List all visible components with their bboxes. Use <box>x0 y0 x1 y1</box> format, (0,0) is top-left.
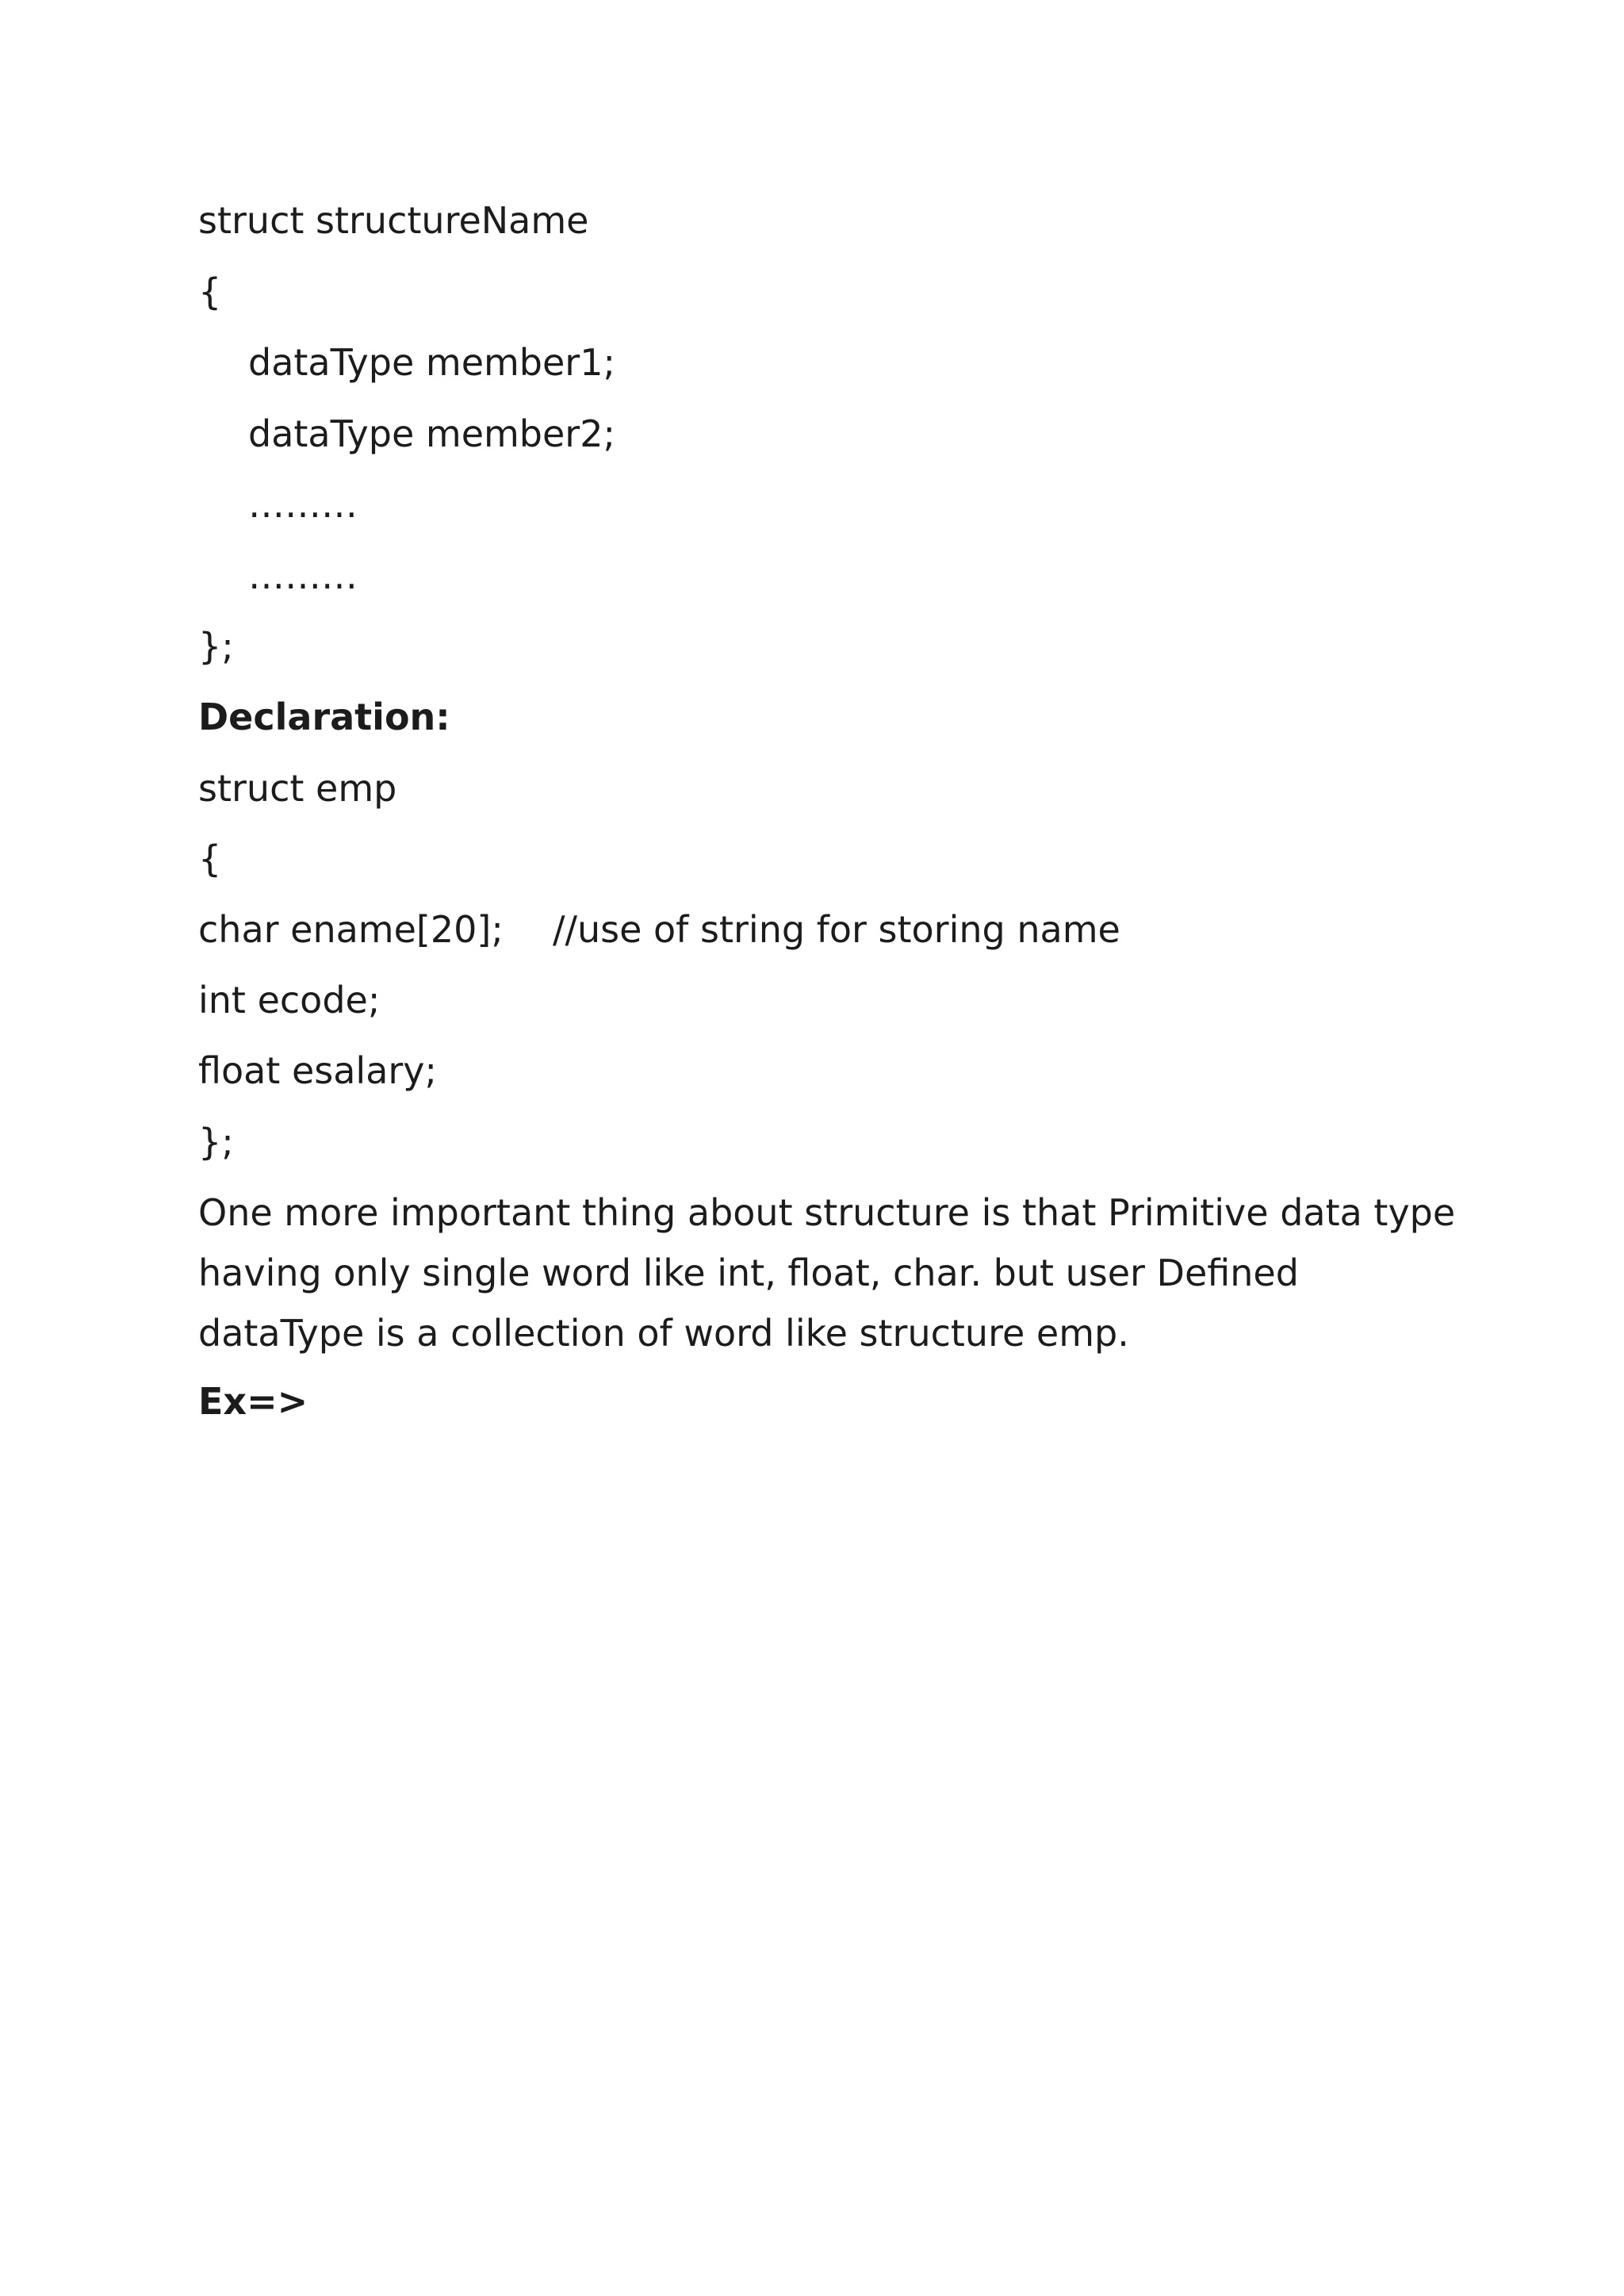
syntax-open-brace: { <box>198 270 222 313</box>
declaration-member-ecode: int ecode; <box>198 979 381 1022</box>
explanation-paragraph <box>198 1182 1456 1363</box>
declaration-heading: Declaration: <box>198 696 450 738</box>
syntax-ellipsis-1: ……… <box>248 483 358 526</box>
paragraph-line: having only single word like int, float, char. but user Defined <box>198 1251 1299 1294</box>
declaration-close-brace: }; <box>198 1121 234 1163</box>
declaration-open-brace: { <box>198 838 222 880</box>
paragraph-line: One more important thing about structure is that Primitive data type <box>198 1191 1456 1234</box>
declaration-member-ename: char ename[20]; <box>198 908 504 951</box>
syntax-member2: dataType member2; <box>248 412 615 455</box>
syntax-ellipsis-2: ……… <box>248 554 358 597</box>
example-heading: Ex=> <box>198 1380 308 1423</box>
syntax-close-brace: }; <box>198 625 234 668</box>
syntax-member1: dataType member1; <box>248 341 615 384</box>
syntax-struct-line: struct structureName <box>198 199 589 242</box>
declaration-member-ename-comment: //use of string for storing name <box>553 908 1120 951</box>
declaration-member-esalary: float esalary; <box>198 1049 438 1092</box>
declaration-struct-line: struct emp <box>198 767 397 810</box>
paragraph-line: dataType is a collection of word like structure emp. <box>198 1312 1129 1355</box>
